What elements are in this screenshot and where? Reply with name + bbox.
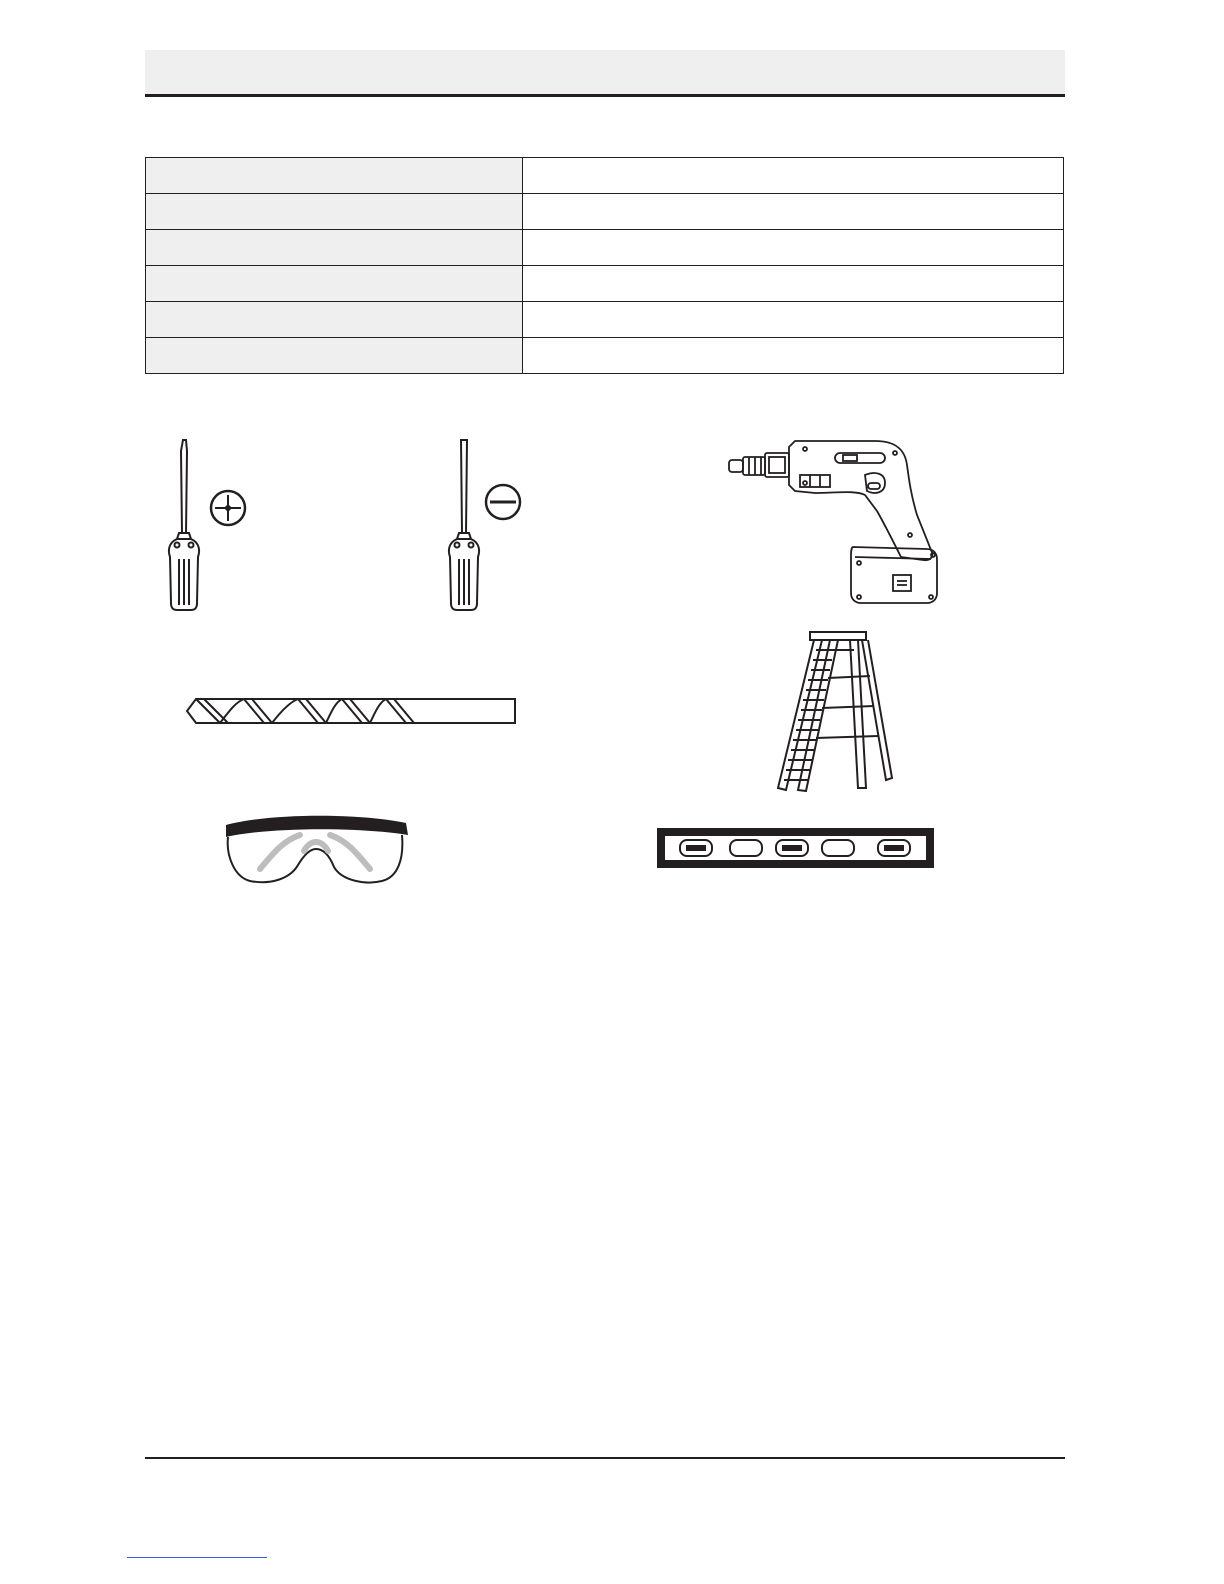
table-label-cell xyxy=(146,302,523,338)
table-value-cell xyxy=(523,158,1064,194)
power-drill-icon xyxy=(725,435,955,610)
phillips-screwdriver-icon xyxy=(160,435,260,615)
drill-bit-icon xyxy=(180,690,525,730)
table-label-cell xyxy=(146,266,523,302)
table-label-cell xyxy=(146,338,523,374)
table-row xyxy=(146,302,1064,338)
footer-link-underline xyxy=(127,1557,267,1558)
table-row xyxy=(146,194,1064,230)
table-label-cell xyxy=(146,194,523,230)
safety-glasses-icon xyxy=(220,805,415,890)
table-value-cell xyxy=(523,302,1064,338)
table-value-cell xyxy=(523,338,1064,374)
table-row xyxy=(146,266,1064,302)
table-value-cell xyxy=(523,266,1064,302)
specifications-table xyxy=(145,157,1064,374)
table-row xyxy=(146,158,1064,194)
table-row xyxy=(146,230,1064,266)
step-ladder-icon xyxy=(770,628,900,798)
table-label-cell xyxy=(146,230,523,266)
header-band xyxy=(145,50,1065,94)
footer-rule xyxy=(145,1457,1065,1459)
flathead-screwdriver-icon xyxy=(440,435,540,615)
table-row xyxy=(146,338,1064,374)
header-rule xyxy=(145,94,1065,97)
table-value-cell xyxy=(523,194,1064,230)
table-label-cell xyxy=(146,158,523,194)
table-value-cell xyxy=(523,230,1064,266)
level-icon xyxy=(656,827,936,871)
